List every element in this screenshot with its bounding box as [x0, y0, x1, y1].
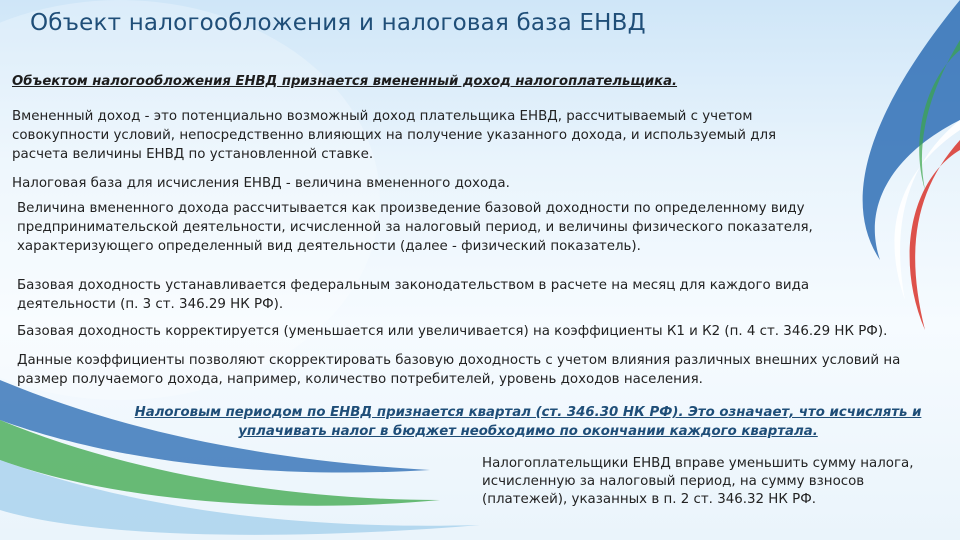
paragraph-calculation: Величина вмененного дохода рассчитывается как произведение базовой доходности по определенному виду предпринимательской деятельности, исчисленной за налоговый период, и величины физического показателя, характеризующего определенный вид деятельности (далее - физический показатель). [17, 201, 813, 254]
deduction-note: Налогоплательщики ЕНВД вправе уменьшить сумму налога, исчисленную за налоговый период, на сумму взносов (платежей), указанных в п. 2 ст. 346.32 НК РФ. [482, 456, 914, 507]
paragraph-base-yield: Базовая доходность устанавливается федеральным законодательством в расчете на месяц для каждого вида деятельности (п. 3 ст. 346.29 НК РФ). [17, 278, 810, 312]
paragraph-coefficient-purpose: Данные коэффициенты позволяют скорректировать базовую доходность с учетом влияния различных внешних условий на размер получаемого дохода, например, количество потребителей, уровень доходов населения. [17, 353, 901, 387]
tax-period-statement: Налоговым периодом по ЕНВД признается квартал (ст. 346.30 НК РФ). Это означает, что исчислять и уплачивать налог в бюджет необходимо по окончании каждого квартала. [134, 405, 922, 439]
ribbon-red-right [910, 140, 960, 330]
lead-statement: Объектом налогообложения ЕНВД признается вмененный доход налогоплательщика. [12, 74, 678, 89]
paragraph-tax-base: Налоговая база для исчисления ЕНВД - величина вмененного дохода. [12, 176, 510, 191]
page-title: Объект налогообложения и налоговая база ЕНВД [30, 10, 646, 36]
ribbon-blue-right [863, 0, 960, 260]
paragraph-imputed-income: Вмененный доход - это потенциально возможный доход плательщика ЕНВД, рассчитываемый с учетом совокупности условий, непосредственно влияющих на получение указанного дохода, и используемый для расчета величины ЕНВД по установленной ставке. [12, 109, 777, 162]
paragraph-coefficients: Базовая доходность корректируется (уменьшается или увеличивается) на коэффициенты К1 и К2 (п. 4 ст. 346.29 НК РФ). [17, 324, 888, 339]
